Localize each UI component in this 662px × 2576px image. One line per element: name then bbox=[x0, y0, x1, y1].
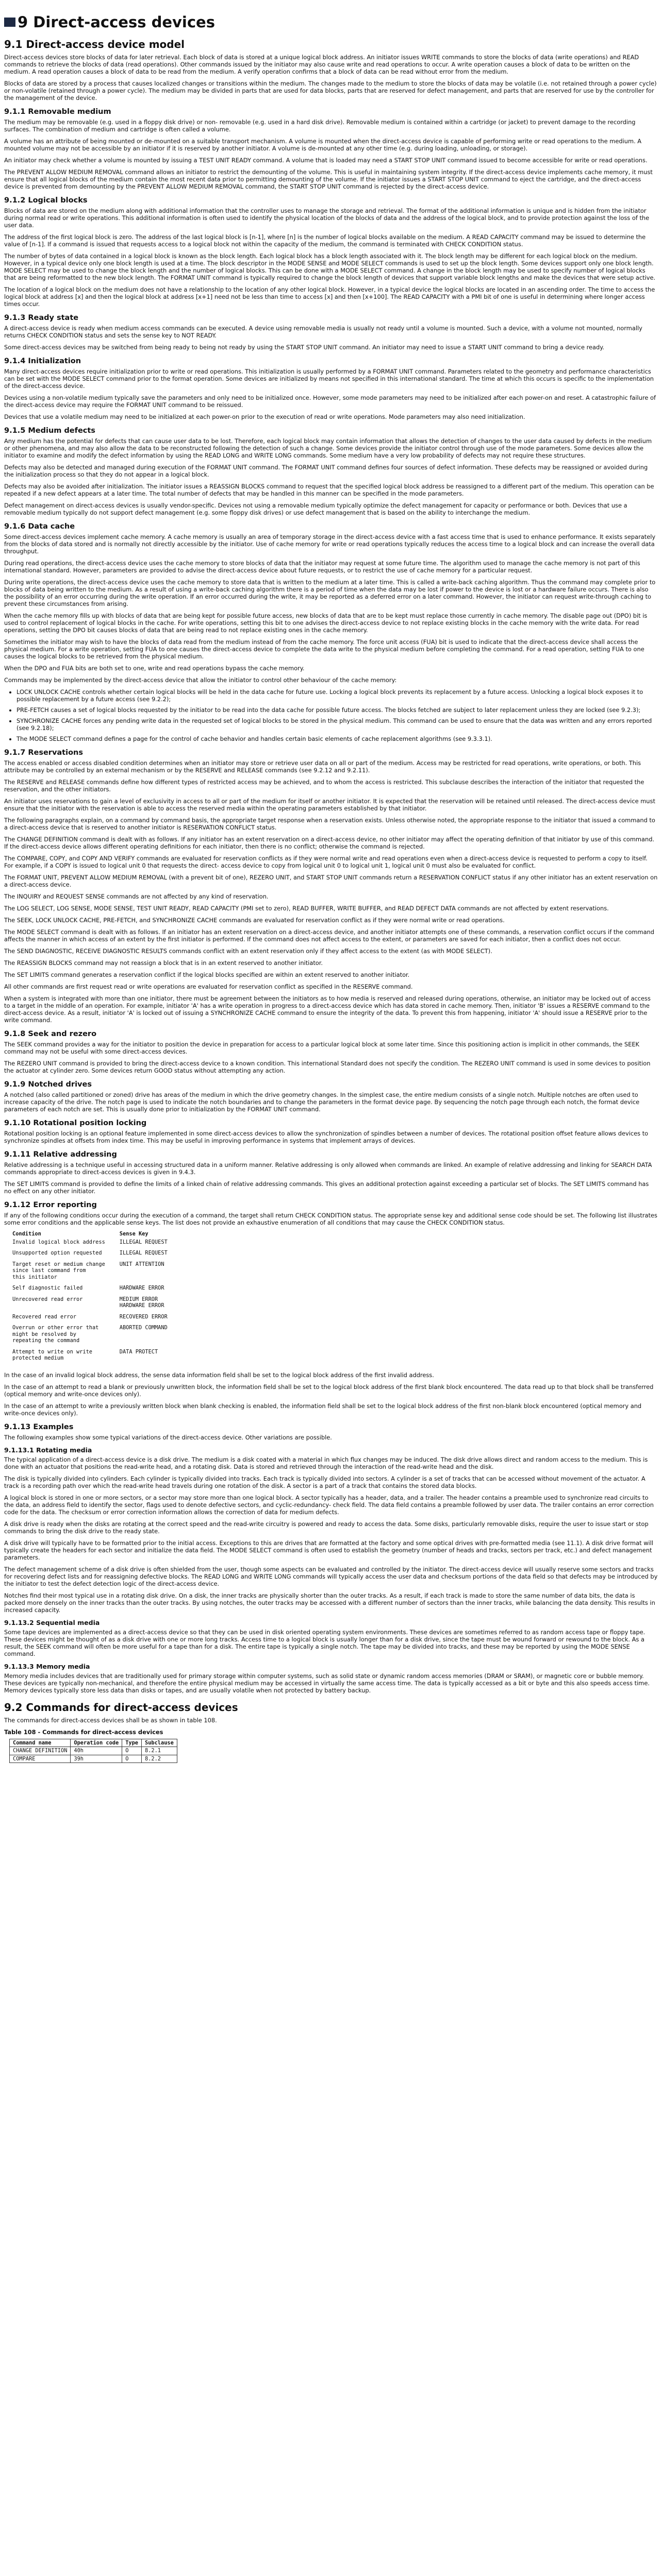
table-row bbox=[12, 1250, 182, 1261]
paragraph: The FORMAT UNIT, PREVENT ALLOW MEDIUM REMOVAL (with a prevent bit of one), REZERO UNIT, and START STOP UNIT commands return a RESERVATION CONFLICT status if any other initiator has an extent reservation on a direct-access device. bbox=[4, 874, 658, 888]
paragraph: The PREVENT ALLOW MEDIUM REMOVAL command allows an initiator to restrict the demounting of the volume. This is useful in maintaining system integrity. If the direct-access device implements cache memory, it must ensure that all logical blocks of the medium contain the most recent data prior to permitting demounting of the volume. If the initiator issues a START STOP UNIT command to eject the cartridge, and the direct-access device is prevented from demounting by the PREVENT ALLOW MEDIUM REMOVAL command, the START STOP UNIT command is rejected by the direct-access device. bbox=[4, 168, 653, 190]
paragraph: The defect management scheme of a disk drive is often shielded from the user, though some aspects can be evaluated and controlled by the initiator. The direct-access device will usually reserve some sectors and tracks for recovering defect lists and for reassigning defective blocks. The READ LONG and WRITE LONG commands will typically access the user data and checksum portions of the data field so that defects may be introduced by the initiator to test the defect detection logic of the direct-access device. bbox=[4, 1565, 658, 1587]
column-header: Sense Key bbox=[119, 1231, 148, 1237]
paragraph: When the DPO and FUA bits are both set to one, write and read operations bypass the cache memory. bbox=[4, 665, 305, 672]
paragraph: The SEEK, LOCK UNLOCK CACHE, PRE-FETCH, and SYNCHRONIZE CACHE commands are evaluated for reservation conflict as if they were normal write or read operations. bbox=[4, 917, 505, 924]
sense-key-cell: MEDIUM ERROR HARDWARE ERROR bbox=[119, 1296, 164, 1309]
subsection-heading: 9.1.4 Initialization bbox=[4, 357, 81, 365]
paragraph: Defects may also be detected and managed during execution of the FORMAT UNIT command. The FORMAT UNIT command defines four sources of defect information. These defects may be reassigned or avoided during the initialization process so that they do not appear in a logical block. bbox=[4, 464, 648, 478]
paragraph: If any of the following conditions occur during the execution of a command, the target shall return CHECK CONDITION status. The appropriate sense key and additional sense code should be set. The following list illustrates some error conditions and the applicable sense keys. The list does not provide an exhaustive enumeration of all conditions that may cause the CHECK CONDITION status. bbox=[4, 1212, 657, 1226]
paragraph: During write operations, the direct-access device uses the cache memory to store data that is written to the medium at a later time. This is called a write-back caching algorithm. Thus the command may complete prior to blocks of data being written to the medium. As a result of using a write-back caching algorithm there is a period of time when the data may be lost if power to the device is lost or a hardware failure occurs. There is also the possibility of an error occurring during the write operation. If an error occurred during the write, it may be reported as a deferred error on a later command. However, the initiator can request write-through caching to prevent these circumstances from arising. bbox=[4, 579, 656, 607]
paragraph: The SEND DIAGNOSTIC, RECEIVE DIAGNOSTIC RESULTS commands conflict with an extent reservation only if they affect access to the extent (as with MODE SELECT). bbox=[4, 947, 492, 955]
subsection-heading: 9.1.3 Ready state bbox=[4, 314, 79, 322]
condition-cell: Self diagnostic failed bbox=[12, 1285, 83, 1291]
table-row bbox=[12, 1314, 182, 1325]
subclause-cell: 8.2.2 bbox=[142, 1755, 177, 1763]
subsection-heading: 9.1.13 Examples bbox=[4, 1422, 74, 1431]
paragraph: A disk drive will typically have to be formatted prior to the initial access. Exceptions to this are drives that are formatted at the factory and some optical drives with pre-formatted media (see 11.1). A disk drive format will typically create the headers for each sector and initialize the data field. The MODE SELECT command is often used to establish the geometry (number of heads and tracks, sectors per track, etc.) and defect management parameters. bbox=[4, 1539, 654, 1561]
paragraph: In the case of an attempt to read a blank or previously unwritten block, the information field shall be set to the logical block address of the first blank block encountered. The data read up to that block shall be transferred (optical memory and write-once devices only). bbox=[4, 1383, 654, 1398]
section-heading: 9.2 Commands for direct-access devices bbox=[4, 1701, 238, 1714]
paragraph: All other commands are first request read or write operations are evaluated for reservation conflict as specified in the RESERVE command. bbox=[4, 983, 413, 990]
paragraph: Sometimes the initiator may wish to have the blocks of data read from the medium instead of from the cache memory. The force unit access (FUA) bit is used to indicate that the direct-access device shall access the physical medium. For a write operation, setting FUA to one causes the direct-access device to complete the data write to the physical medium before completing the command. For a read operation, setting FUA to one causes the logical blocks to be retrieved from the physical medium. bbox=[4, 638, 644, 660]
sense-key-cell: RECOVERED ERROR bbox=[119, 1313, 168, 1320]
table-row bbox=[10, 1755, 177, 1763]
condition-cell: Target reset or medium change since last command from this initiator bbox=[12, 1261, 105, 1280]
paragraph: Defects may also be avoided after initialization. The initiator issues a REASSIGN BLOCKS command to request that the specified logical block address be reassigned to a different part of the medium. This operation can be repeated if a new defect appears at a later time. The total number of defects that may be handled in this manner can be specified in the mode parameters. bbox=[4, 483, 654, 497]
paragraph: The typical application of a direct-access device is a disk drive. The medium is a disk coated with a material in which flux changes may be induced. The disk drive allows direct and random access to the medium. This is done with an actuator that positions the read-write head, and a rotating disk. Data is stored and retrieved through the interaction of the read-write head and the disk. bbox=[4, 1455, 648, 1470]
command-name-cell: CHANGE DEFINITION bbox=[10, 1747, 71, 1755]
table-row bbox=[12, 1349, 182, 1366]
table-header-row bbox=[12, 1231, 182, 1239]
list-item: • LOCK UNLOCK CACHE controls whether certain logical blocks will be held in the data cache for future use. Locking a logical block prevents its replacement by a future access. Unlocking a logical block exposes it to possible replacement by a future access (see 9.2.2); bbox=[16, 688, 658, 703]
table-row bbox=[12, 1296, 182, 1314]
paragraph: The location of a logical block on the medium does not have a relationship to the location of any other logical block. However, in a typical device the logical blocks are located in an ascending order. The time to access the logical block at address [x] and then the logical block at address [x+1] need not be less than time to access [x] and then [x+100]. The READ CAPACITY with a PMI bit of one is useful in determining where longer access times occur. bbox=[4, 286, 655, 308]
paragraph: Direct-access devices store blocks of data for later retrieval. Each block of data is stored at a unique logical block address. An initiator issues WRITE commands to store the blocks of data (write operations) and READ commands to retrieve the blocks of data (read operations). Other commands issued by the initiator may also cause write and read operations to occur. A write operation causes a block of data to be written on the medium. A read operation causes a block of data to be read from the medium. A verify operation confirms that a block of data can be read without error from the medium. bbox=[4, 54, 639, 75]
column-header: Operation code bbox=[71, 1739, 122, 1747]
table-row bbox=[12, 1239, 182, 1250]
paragraph: Relative addressing is a technique useful in accessing structured data in a uniform manner. Relative addressing is only allowed when commands are linked. An example of relative addressing and linking for SEARCH DATA commands appropriate to direct-access devices is given in 9.4.3. bbox=[4, 1161, 652, 1176]
paragraph: Some direct-access devices implement cache memory. A cache memory is usually an area of temporary storage in the direct-access device with a fast access time that is used to enhance performance. It exists separately from the blocks of data stored and is normally not directly accessible by the initiator. Use of cache memory for write or read operations typically reduces the access time to a logical block and can increase the overall data throughput. bbox=[4, 533, 656, 555]
paragraph: Some tape devices are implemented as a direct-access device so that they can be used in disk oriented operating system environments. These devices are sometimes referred to as random access tape or floppy tape. These devices might be thought of as a disk drive with one or more long tracks. Access time to a logical block is usually longer than for a disk drive, since the tape must be wound forward or rewound to the block. As a result, the SEEK command will often be more useful for a tape than for a disk. The entire tape is typically a single notch. The tape may be divided into tracks, and these may be reported by using the MODE SENSE command. bbox=[4, 1628, 646, 1657]
paragraph: Devices using a non-volatile medium typically save the parameters and only need to be initialized once. However, some mode parameters may need to be initialized after each power-on and reset. A catastrophic failure of the direct-access device may require the FORMAT UNIT command to be reissued. bbox=[4, 394, 656, 409]
paragraph: Defect management on direct-access devices is usually vendor-specific. Devices not using a removable medium typically optimize the defect management for capacity or performance or both. Devices that use a removable medium typically do not support defect management (e.g. some floppy disk drives) or use defect management that is based on the ability to interchange the medium. bbox=[4, 502, 627, 516]
paragraph: During read operations, the direct-access device uses the cache memory to store blocks of data that the initiator may request at some future time. The algorithm used to manage the cache memory is not part of this international standard. However, parameters are provided to advise the direct-access device about future requests, or to restrict the use of cache memory for a particular request. bbox=[4, 560, 640, 574]
condition-cell: Attempt to write on write protected medium bbox=[12, 1348, 92, 1361]
paragraph: The RESERVE and RELEASE commands define how different types of restricted access may be achieved, and to whom the access is restricted. This subclause describes the interaction of the initiator that requested the reservation, and the other initiators. bbox=[4, 778, 644, 793]
paragraph: The following paragraphs explain, on a command by command basis, the appropriate target response when a reservation exists. Unless otherwise noted, the appropriate response to the initiator that issued a command to a direct-access device that is reserved to another initiator is RESERVATION CONFLICT status. bbox=[4, 817, 655, 831]
column-header: Subclause bbox=[142, 1739, 177, 1747]
paragraph: Rotational position locking is an optional feature implemented in some direct-access devices to allow the synchronization of spindles between a number of devices. The rotational position offset feature allows devices to synchronize spindles at offsets from index time. This may be useful in improving performance in systems that implement arrays of devices. bbox=[4, 1130, 649, 1144]
section-heading: 9.1 Direct-access device model bbox=[4, 38, 185, 50]
paragraph: The REZERO UNIT command is provided to bring the direct-access device to a known condition. This international Standard does not specify the condition. The REZERO UNIT command is used in some devices to position the actuator at cylinder zero. Some devices return GOOD status without attempting any action. bbox=[4, 1060, 651, 1074]
paragraph: The SEEK command provides a way for the initiator to position the device in preparation for access to a particular logical block at some later time. Since this positioning action is implicit in other commands, the SEEK command may not be useful with some direct-access devices. bbox=[4, 1041, 640, 1055]
error-conditions-table bbox=[12, 1231, 182, 1366]
chapter-heading bbox=[4, 13, 658, 31]
sense-key-cell: ILLEGAL REQUEST bbox=[119, 1239, 168, 1245]
paragraph: Devices that use a volatile medium may need to be initialized at each power-on prior to the execution of read or write operations. Mode parameters may also need initialization. bbox=[4, 413, 525, 420]
subsection-heading: 9.1.12 Error reporting bbox=[4, 1201, 97, 1209]
table-row bbox=[12, 1285, 182, 1296]
paragraph: The number of bytes of data contained in a logical block is known as the block length. Each logical block has a block length associated with it. The block length may be different for each logical block on the medium. However, in a typical device only one block length is used at a time. The block descriptor in the MODE SENSE and MODE SELECT commands is used to set up the block length. Some devices support only one block length. MODE SELECT may be used to change the block length and the number of logical blocks. This can be done with a MODE SELECT command. A change in the block length may be used to specify number of logical blocks that are being reformatted to the new block length. The FORMAT UNIT command is typically required to change the block length of devices that support variable block lengths and make the devices that were setup active. bbox=[4, 252, 656, 281]
paragraph: The INQUIRY and REQUEST SENSE commands are not affected by any kind of reservation. bbox=[4, 893, 269, 900]
paragraph: In the case of an attempt to write a previously written block when blank checking is enabled, the information field shall be set to the logical block address of the first non-blank block encountered (optical memory and write-once devices only). bbox=[4, 1402, 642, 1417]
subsection-heading: 9.1.5 Medium defects bbox=[4, 427, 95, 435]
command-name-cell: COMPARE bbox=[10, 1755, 71, 1763]
paragraph: A volume has an attribute of being mounted or de-mounted on a suitable transport mechanism. A volume is mounted when the direct-access device is capable of performing write or read operations to the medium. A mounted volume may not be accessible by an initiator if it is reserved by another initiator. A volume is de-mounted at any other time (e.g. during loading, unloading, or storage). bbox=[4, 138, 642, 152]
list-item: • The MODE SELECT command defines a page for the control of cache behavior and handles certain basic elements of cache replacement algorithms (see 9.3.3.1). bbox=[16, 735, 658, 742]
subsection-heading: 9.1.1 Removable medium bbox=[4, 108, 111, 116]
paragraph: The SET LIMITS command is provided to define the limits of a linked chain of relative addressing commands. This gives an additional protection against exceeding a particular set of blocks. The SET LIMITS command has no effect on any other initiator. bbox=[4, 1180, 649, 1195]
paragraph: The COMPARE, COPY, and COPY AND VERIFY commands are evaluated for reservation conflicts as if they were normal write and read operations even when a direct-access device is requested to perform a copy to itself. For example, if a COPY is issued to logical unit 0 that requests the direct- access device to copy from logical unit 0 to logical unit 1, logical unit 0 must also be evaluated for conflict. bbox=[4, 855, 648, 869]
paragraph: A notched (also called partitioned or zoned) drive has areas of the medium in which the drive geometry changes. In the simplest case, the entire medium consists of a single notch. Multiple notches are often used to increase capacity of the drive. The notch page is used to indicate the notch boundaries and to change the parameters in the format device page. By sequencing the notch page through each notch, the format device parameters of each notch are set. This is usually done prior to initialization by the FORMAT UNIT command. bbox=[4, 1091, 640, 1113]
paragraph: The MODE SELECT command is dealt with as follows. If an initiator has an extent reservation on a direct-access device, and another initiator attempts one of these commands, a reservation conflict occurs if the command affects the manner in which access of an extent by the first initiator is performed. If the command does not affect access to the extent, or parameters are saved for each initiator, then a conflict does not occur. bbox=[4, 928, 654, 943]
paragraph: The CHANGE DEFINITION command is dealt with as follows. If any initiator has an extent reservation on a direct-access device, no other initiator may affect the operating definition of that initiator by use of this command. If the direct-access device allows different operating definitions for each initiator, then there is no conflict; otherwise the command is rejected. bbox=[4, 836, 655, 850]
paragraph: A direct-access device is ready when medium access commands can be executed. A device using removable media is usually not ready until a volume is mounted. Such a device, with a volume not mounted, normally returns CHECK CONDITION status and sets the sense key to NOT READY. bbox=[4, 325, 642, 339]
document-page bbox=[4, 0, 658, 1768]
paragraph: The disk is typically divided into cylinders. Each cylinder is typically divided into tracks. Each track is typically divided into sectors. A cylinder is a set of tracks that can be accessed without movement of the actuator. A track is a recording path over which the read-write head travels during one rotation of the disk. A sector is a part of a track that contains the stored data blocks. bbox=[4, 1475, 646, 1489]
paragraph: The access enabled or access disabled condition determines when an initiator may store or retrieve user data on all or part of the medium. Access may be restricted for read operations, write operations, or both. This attribute may be controlled by an external mechanism or by the RESERVE and RELEASE commands (see 9.2.12 and 9.2.11). bbox=[4, 759, 641, 774]
type-cell: O bbox=[122, 1747, 142, 1755]
column-header: Type bbox=[122, 1739, 142, 1747]
paragraph: When the cache memory fills up with blocks of data that are being kept for possible future access, new blocks of data that are to be kept must replace those currently in cache memory. The disable page out (DPO) bit is used to control replacement of logical blocks in the cache. For write operations, setting this bit to one advises the direct-access device to not replace existing blocks in the cache memory with the write data. For read operations, setting the DPO bit causes blocks of data that are being read to not replace existing ones in the cache memory. bbox=[4, 612, 648, 634]
sense-key-cell: ABORTED COMMAND bbox=[119, 1325, 168, 1331]
subsection-heading: 9.1.8 Seek and rezero bbox=[4, 1030, 97, 1038]
paragraph: Memory media includes devices that are traditionally used for primary storage within computer systems, such as solid state or dynamic random access memories (DRAM or SRAM), or magnetic core or bubble memory. These devices are typically non-mechanical, and therefore the entire physical medium may be accessed in virtually the same access time. The data is typically accessed as a bit or byte and this also speeds access time. Memory devices typically store less data than disks or tapes, and are usually volatile when not protected by battery backup. bbox=[4, 1672, 650, 1694]
paragraph: An initiator may check whether a volume is mounted by issuing a TEST UNIT READY command. A volume that is loaded may need a START STOP UNIT command issued to become accessible for write or read operations. bbox=[4, 157, 648, 164]
paragraph: The REASSIGN BLOCKS command may not reassign a block that is in an extent reserved to another initiator. bbox=[4, 959, 323, 967]
paragraph: A disk drive is ready when the disks are rotating at the correct speed and the read-write circuitry is powered and ready to access the data. Some disks, particularly removable disks, require the user to issue start or stop commands to bring the disk drive to the ready state. bbox=[4, 1520, 649, 1535]
subsubsection-heading: 9.1.13.2 Sequential media bbox=[4, 1618, 100, 1626]
paragraph: Some direct-access devices may be switched from being ready to being not ready by using the START STOP UNIT command. An initiator may need to issue a START UNIT command to bring a device ready. bbox=[4, 344, 604, 351]
column-header: Command name bbox=[10, 1739, 71, 1747]
condition-cell: Overrun or other error that might be resolved by repeating the command bbox=[12, 1325, 99, 1344]
paragraph: Notches find their most typical use in a rotating disk drive. On a disk, the inner tracks are physically shorter than the outer tracks. As a result, if each track is made to store the same number of data bits, the data is packed more densely on the inner tracks than the outer tracks. By using notches, the outer tracks may be accessed with a different number of sectors than the inner tracks, while balancing the data density. This results in increased capacity. bbox=[4, 1591, 655, 1614]
paragraph: The commands for direct-access devices shall be as shown in table 108. bbox=[4, 1716, 217, 1724]
paragraph: In the case of an invalid logical block address, the sense data information field shall be set to the logical block address of the first invalid address. bbox=[4, 1371, 434, 1379]
opcode-cell: 40h bbox=[71, 1747, 122, 1755]
type-cell: O bbox=[122, 1755, 142, 1763]
paragraph: A logical block is stored in one or more sectors, or a sector may store more than one logical block. A sector typically has a header, data, and a trailer. The header contains a preamble used to synchronize read circuits to the data, an address field to identify the sector, flags used to denote defective sectors, and cyclic-redundancy- check field. The data field contains a preamble followed by user data. The trailer contains an error correction code for the data. The checksum or error correction information allows the correction of data for medium defects. bbox=[4, 1494, 654, 1516]
list-item: • SYNCHRONIZE CACHE forces any pending write data in the requested set of logical blocks to be stored in the physical medium. This command can be used to ensure that the data was written and any errors reported (see 9.2.18); bbox=[16, 717, 658, 732]
paragraph: The address of the first logical block is zero. The address of the last logical block is [n-1], where [n] is the number of logical blocks available on the medium. A READ CAPACITY command may be issued to determine the value of [n-1]. If a command is issued that requests access to a logical block not within the capacity of the medium, the command is terminated with CHECK CONDITION status. bbox=[4, 233, 646, 248]
table-header-row bbox=[10, 1739, 177, 1747]
subsection-heading: 9.1.7 Reservations bbox=[4, 749, 84, 757]
subsubsection-heading: 9.1.13.3 Memory media bbox=[4, 1662, 90, 1670]
condition-cell: Unrecovered read error bbox=[12, 1296, 83, 1302]
paragraph: Blocks of data are stored by a process that causes localized changes or transitions within the medium. The changes made to the medium to store the blocks of data may be volatile (i.e. not retained through a power cycle) or non-volatile (retained through a power cycle). The medium may be divided in parts that are used for data blocks, parts that are reserved for defect management, and parts that are reserved for use by the controller for the management of the device. bbox=[4, 80, 657, 101]
subsection-heading: 9.1.9 Notched drives bbox=[4, 1080, 92, 1089]
paragraph: When a system is integrated with more than one initiator, there must be agreement between the initiators as to how media is reserved and released during operations, otherwise, an initiator may be locked out of access to a target in the middle of an operation. For example, initiator 'A' has a write operation in progress to a direct-access device which has data stored in cache memory. Then, initiator 'B' issues a RESERVE command to the direct-access device. As a result, initiator 'A' is locked out of issuing a SYNCHRONIZE CACHE command to ensure the integrity of the data. To prevent this from happening, initiator 'A' should issue a RESERVE prior to the write command. bbox=[4, 995, 651, 1024]
table-row bbox=[12, 1325, 182, 1349]
subclause-cell: 8.2.1 bbox=[142, 1747, 177, 1755]
chapter-title: 9 Direct-access devices bbox=[18, 13, 215, 31]
paragraph: The SET LIMITS command generates a reservation conflict if the logical blocks specified are within an extent reserved to another initiator. bbox=[4, 971, 410, 978]
paragraph: Blocks of data are stored on the medium along with additional information that the controller uses to manage the storage and retrieval. The format of the additional information is unique and is hidden from the initiator during normal read or write operations. This additional information is often used to identify the physical location of the blocks of data and the address of the logical block, and to provide protection against the loss of the user data. bbox=[4, 207, 650, 229]
condition-cell: Unsupported option requested bbox=[12, 1250, 102, 1256]
column-header: Condition bbox=[12, 1231, 41, 1237]
sense-key-cell: DATA PROTECT bbox=[119, 1348, 158, 1355]
heading-marker-icon bbox=[4, 18, 15, 27]
subsection-heading: 9.1.6 Data cache bbox=[4, 522, 75, 531]
condition-cell: Recovered read error bbox=[12, 1313, 76, 1320]
table-row bbox=[12, 1261, 182, 1285]
opcode-cell: 39h bbox=[71, 1755, 122, 1763]
subsection-heading: 9.1.11 Relative addressing bbox=[4, 1150, 117, 1159]
paragraph: Many direct-access devices require initialization prior to write or read operations. This initialization is usually performed by a FORMAT UNIT command. Parameters related to the geometry and performance characteristics can be set with the MODE SELECT command prior to the format operation. Some devices are initialized by means not specified in this international standard. The time at which this occurs is specific to the implementation of the direct-access device. bbox=[4, 368, 654, 389]
condition-cell: Invalid logical block address bbox=[12, 1239, 105, 1245]
bullet-list bbox=[16, 688, 658, 742]
paragraph: Commands may be implemented by the direct-access device that allow the initiator to control other behaviour of the cache memory: bbox=[4, 676, 397, 684]
table-caption: Table 108 - Commands for direct-access devices bbox=[4, 1728, 163, 1736]
sense-key-cell: HARDWARE ERROR bbox=[119, 1285, 164, 1291]
commands-table bbox=[9, 1739, 177, 1764]
table-row bbox=[10, 1747, 177, 1755]
list-item: • PRE-FETCH causes a set of logical blocks requested by the initiator to be read into the data cache for possible future access. The blocks fetched are subject to later replacement unless they are locked (see 9.2.3); bbox=[16, 706, 658, 714]
paragraph: The medium may be removable (e.g. used in a floppy disk drive) or non- removable (e.g. used in a hard disk drive). Removable medium is contained within a cartridge (or jacket) to prevent damage to the recording surfaces. The combination of medium and cartridge is often called a volume. bbox=[4, 118, 636, 133]
subsection-heading: 9.1.2 Logical blocks bbox=[4, 196, 88, 205]
paragraph: The LOG SELECT, LOG SENSE, MODE SENSE, TEST UNIT READY, READ CAPACITY (PMI set to zero), READ BUFFER, WRITE BUFFER, and READ DEFECT DATA commands are not affected by extent reservations. bbox=[4, 905, 609, 912]
subsubsection-heading: 9.1.13.1 Rotating media bbox=[4, 1446, 92, 1454]
sense-key-cell: UNIT ATTENTION bbox=[119, 1261, 164, 1267]
paragraph: Any medium has the potential for defects that can cause user data to be lost. Therefore, each logical block may contain information that allows the detection of changes to the user data caused by defects in the medium or other phenomena, and may also allow the data to be reconstructed following the detection of such a change. Some devices provide the initiator control through use of the mode parameters. Some devices allow the initiator to examine and modify the defect information by using the READ LONG and WRITE LONG commands. Some medium have a very low probability of defects may not require these structures. bbox=[4, 437, 652, 459]
paragraph: The following examples show some typical variations of the direct-access device. Other variations are possible. bbox=[4, 1433, 332, 1441]
paragraph: An initiator uses reservations to gain a level of exclusivity in access to all or part of the medium for itself or another initiator. It is expected that the reservation will be retained until released. The direct-access device must ensure that the initiator with the reservation is able to access the reserved media within the operating parameters established by that initiator. bbox=[4, 798, 655, 812]
sense-key-cell: ILLEGAL REQUEST bbox=[119, 1250, 168, 1256]
subsection-heading: 9.1.10 Rotational position locking bbox=[4, 1119, 147, 1127]
